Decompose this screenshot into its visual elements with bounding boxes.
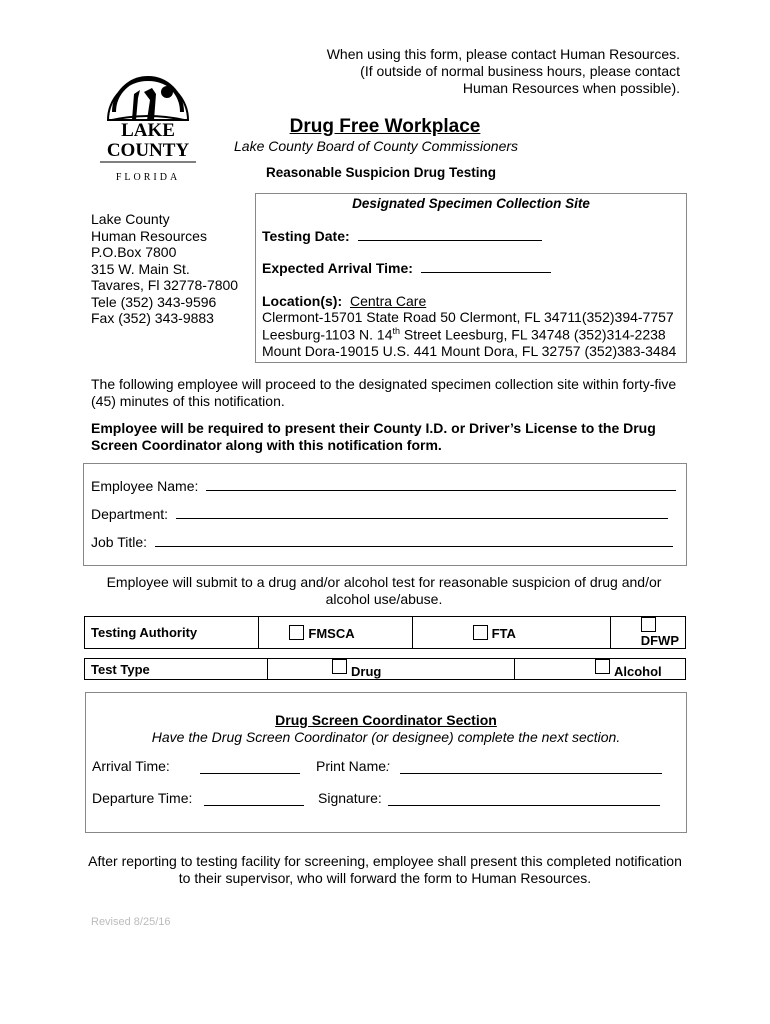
collection-site-box: [255, 193, 687, 363]
location-clermont: Clermont-15701 State Road 50 Clermont, FL 34711(352)394-7757: [262, 309, 674, 325]
fmsca-label: FMSCA: [308, 625, 355, 641]
expected-arrival-label: Expected Arrival Time:: [262, 260, 413, 276]
departure-time-field[interactable]: [204, 793, 304, 806]
fta-label: FTA: [491, 625, 516, 641]
suspicion-statement: [83, 574, 685, 608]
logo-text-lake: LAKE: [121, 120, 175, 141]
lake-county-logo-graphic: [92, 76, 204, 188]
notice-line-2: (If outside of normal business hours, please contact: [360, 63, 680, 79]
employee-name-label: Employee Name:: [91, 478, 199, 494]
address-line: P.O.Box 7800: [91, 244, 177, 260]
expected-arrival-field[interactable]: [421, 260, 551, 273]
dfwp-checkbox[interactable]: [641, 617, 656, 632]
footer-instructions: [70, 853, 700, 887]
location-leesburg: [262, 326, 666, 343]
notice-line-3: Human Resources when possible).: [462, 80, 680, 96]
print-name-field[interactable]: [400, 761, 662, 774]
address-line: Lake County: [91, 211, 170, 227]
logo-text-county: COUNTY: [106, 140, 190, 161]
testing-date-field[interactable]: [358, 228, 542, 241]
dfwp-option[interactable]: [610, 617, 685, 649]
testing-authority-table: [84, 616, 686, 649]
testing-authority-label: Testing Authority: [85, 617, 259, 649]
locations-row: [262, 293, 426, 309]
testing-date-row: [262, 228, 542, 244]
coordinator-instruction: Have the Drug Screen Coordinator (or designee) complete the next section.: [151, 729, 621, 745]
location-leesburg-a: Leesburg-1103 N. 14: [262, 326, 393, 343]
fta-checkbox[interactable]: [473, 625, 488, 640]
page-title: Drug Free Workplace: [289, 116, 481, 137]
footer-line-1: After reporting to testing facility for screening, employee shall present this completed notification: [88, 853, 682, 869]
print-name-colon: :: [386, 758, 390, 774]
revision-date: Revised 8/25/16: [91, 916, 171, 928]
instruction-paragraph: The following employee will proceed to the designated specimen collection site within forty-five (45) minutes of this notification.: [91, 376, 677, 409]
page-subtitle: Lake County Board of County Commissioners: [234, 138, 519, 154]
fta-option[interactable]: [412, 617, 610, 649]
collection-site-heading: Designated Specimen Collection Site: [352, 196, 590, 211]
drug-checkbox[interactable]: [332, 659, 347, 674]
locations-label: Location(s):: [262, 293, 343, 309]
address-line: Human Resources: [91, 227, 207, 244]
drug-option[interactable]: [268, 659, 515, 680]
job-title-label: Job Title:: [91, 534, 148, 550]
location-leesburg-sup: th: [392, 326, 401, 336]
address-line: 315 W. Main St.: [91, 260, 190, 277]
suspicion-line-1: Employee will submit to a drug and/or alcohol test for reasonable suspicion of drug and/or: [106, 574, 662, 590]
address-phone: Tele (352) 343-9596: [91, 293, 217, 310]
drug-label: Drug: [351, 664, 382, 679]
dfwp-label: DFWP: [640, 633, 679, 648]
form-name: Reasonable Suspicion Drug Testing: [266, 165, 497, 180]
location-leesburg-b: Street Leesburg, FL 34748 (352)314-2238: [400, 326, 666, 343]
job-title-field[interactable]: [155, 534, 673, 547]
arrival-time-label: Arrival Time:: [92, 758, 170, 774]
employee-info-box: [83, 463, 687, 566]
notice-line-1: When using this form, please contact Human Resources.: [326, 46, 680, 62]
alcohol-label: Alcohol: [614, 664, 662, 679]
employee-name-field[interactable]: [206, 478, 676, 491]
footer-line-2: to their supervisor, who will forward the form to Human Resources.: [178, 870, 592, 886]
fmsca-checkbox[interactable]: [289, 625, 304, 640]
suspicion-line-2: alcohol use/abuse.: [325, 591, 443, 607]
departure-time-label: Departure Time:: [92, 790, 193, 806]
test-type-label: Test Type: [85, 659, 268, 680]
print-name-label: [316, 758, 390, 774]
arrival-time-field[interactable]: [200, 761, 300, 774]
department-label: Department:: [91, 506, 169, 522]
alcohol-checkbox[interactable]: [595, 659, 610, 674]
signature-field[interactable]: [388, 793, 660, 806]
address-fax: Fax (352) 343-9883: [91, 310, 214, 326]
employee-name-row: [91, 478, 676, 494]
arrival-time-row: [262, 260, 551, 276]
test-type-table: [84, 658, 686, 680]
coordinator-section-box: [85, 692, 687, 833]
hr-address: [91, 211, 238, 327]
contact-notice: [300, 46, 680, 97]
fmsca-option[interactable]: [259, 617, 412, 649]
job-title-row: [91, 534, 673, 550]
location-name: Centra Care: [350, 293, 427, 309]
department-row: [91, 506, 668, 522]
lake-county-logo: [92, 76, 204, 188]
location-mount-dora: Mount Dora-19015 U.S. 441 Mount Dora, FL 32757 (352)383-3484: [262, 343, 677, 359]
testing-date-label: Testing Date:: [262, 228, 350, 244]
coordinator-heading: Drug Screen Coordinator Section: [275, 712, 497, 728]
alcohol-option[interactable]: [515, 659, 686, 680]
logo-text-florida: FLORIDA: [115, 172, 181, 183]
id-requirement-paragraph: Employee will be required to present their County I.D. or Driver’s License to the Drug Screen Coordinator along with this notification form.: [91, 420, 656, 453]
print-name-text: Print Name: [316, 758, 387, 774]
address-line: Tavares, Fl 32778-7800: [91, 277, 239, 293]
department-field[interactable]: [176, 506, 668, 519]
signature-label: Signature:: [318, 790, 382, 806]
